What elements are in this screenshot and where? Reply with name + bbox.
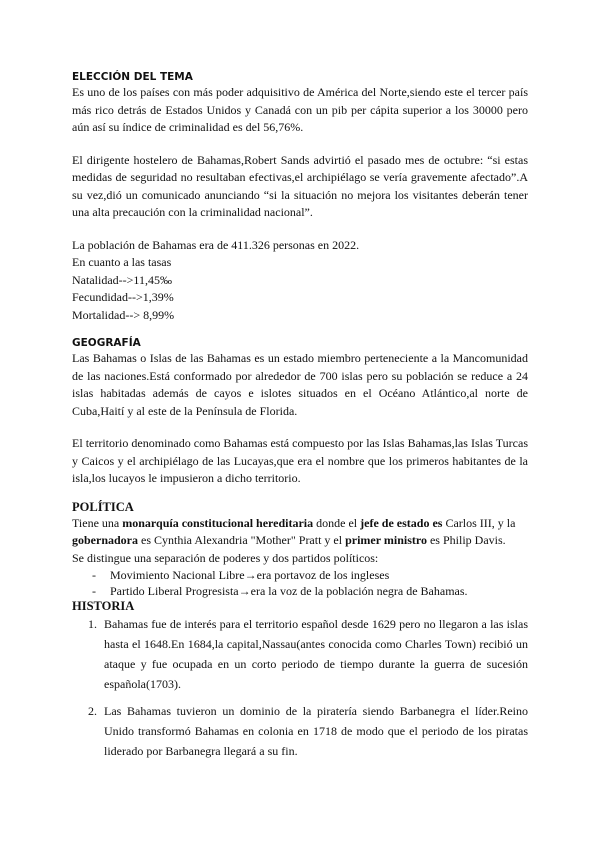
paragraph-geography-1: Las Bahamas o Islas de las Bahamas es un estado miembro perteneciente a la Mancomunidad de las naciones.Está conformado por alrededor de 700 islas pero su población se reduce a 24 islas habitadas además de cayos e islotes situados en el Océano Atlántico,al norte de Cuba,Haití y al este de la Península de Florida. bbox=[72, 351, 528, 418]
section-heading-topic: ELECCIÓN DEL TEMA bbox=[72, 71, 193, 83]
party-list bbox=[72, 567, 528, 599]
paragraph-politics-2: Se distingue una separación de poderes y dos partidos políticos: bbox=[72, 550, 379, 565]
list-item-party: - Partido Liberal Progresista→era la voz de la población negra de Bahamas. bbox=[92, 583, 528, 599]
document-page bbox=[72, 70, 528, 768]
mortality-rate: Mortalidad--> 8,99% bbox=[72, 307, 175, 322]
section-heading-politics: POLÍTICA bbox=[72, 499, 134, 514]
fertility-rate: Fecundidad-->1,39% bbox=[72, 290, 174, 304]
paragraph-geography-2: El territorio denominado como Bahamas está compuesto por las Islas Bahamas,las Islas Turcas y Caicos y el archipiélago de las Lucayas,que era el nombre que los primeros habitantes de la isla,los lucayos le impusieron a dicho territorio. bbox=[72, 436, 528, 485]
list-item-party: - Movimiento Nacional Libre→era portavoz de los ingleses bbox=[92, 567, 528, 583]
paragraph-politics-1: Tiene una monarquía constitucional hereditaria donde el jefe de estado es Carlos III, y la gobernadora es Cynthia Alexandria "Mother" Pratt y el primer ministro es Philip Davis. bbox=[72, 515, 516, 547]
section-geography bbox=[72, 336, 528, 488]
section-topic bbox=[72, 70, 528, 324]
section-politics bbox=[72, 500, 528, 600]
section-history bbox=[72, 599, 528, 761]
list-item-history: 2. Las Bahamas tuvieron un dominio de la piratería siendo Barbanegra el líder.Reino Unido transformó Bahamas en colonia en 1718 de modo que el periodo de los piratas liderado por Barbanegra llegará a su fin. bbox=[100, 701, 528, 761]
section-heading-history: HISTORIA bbox=[72, 599, 135, 613]
history-list bbox=[72, 614, 528, 761]
list-item-history: 1. Bahamas fue de interés para el territorio español desde 1629 pero no llegaron a las islas hasta el 1648.En 1684,la capital,Nassau(antes conocida como Charles Town) recibió un ataque y fue ocupada en un corto periodo de tiempo durante la guerra de sucesión española(1703). bbox=[100, 614, 528, 694]
section-heading-geography: GEOGRAFÍA bbox=[72, 337, 141, 349]
rates-intro: En cuanto a las tasas bbox=[72, 255, 172, 269]
population-line: La población de Bahamas era de 411.326 personas en 2022. bbox=[72, 237, 360, 252]
paragraph-topic-quote: El dirigente hostelero de Bahamas,Robert Sands advirtió el pasado mes de octubre: “si estas medidas de seguridad no resultaban efectivas,el archipiélago se vería gravemente afectado”.A su vez,dió un comunicado anunciando “si la situación no mejora los visitantes deberán tener una alta precaución con la criminalidad nacional”. bbox=[72, 152, 528, 219]
paragraph-topic-intro: Es uno de los países con más poder adquisitivo de América del Norte,siendo este el tercer país más rico detrás de Estados Unidos y Canadá con un pib per cápita superior a los 30000 pero aún así su índice de criminalidad es del 56,76%. bbox=[72, 85, 528, 134]
birth-rate: Natalidad-->11,45‰ bbox=[72, 272, 172, 287]
